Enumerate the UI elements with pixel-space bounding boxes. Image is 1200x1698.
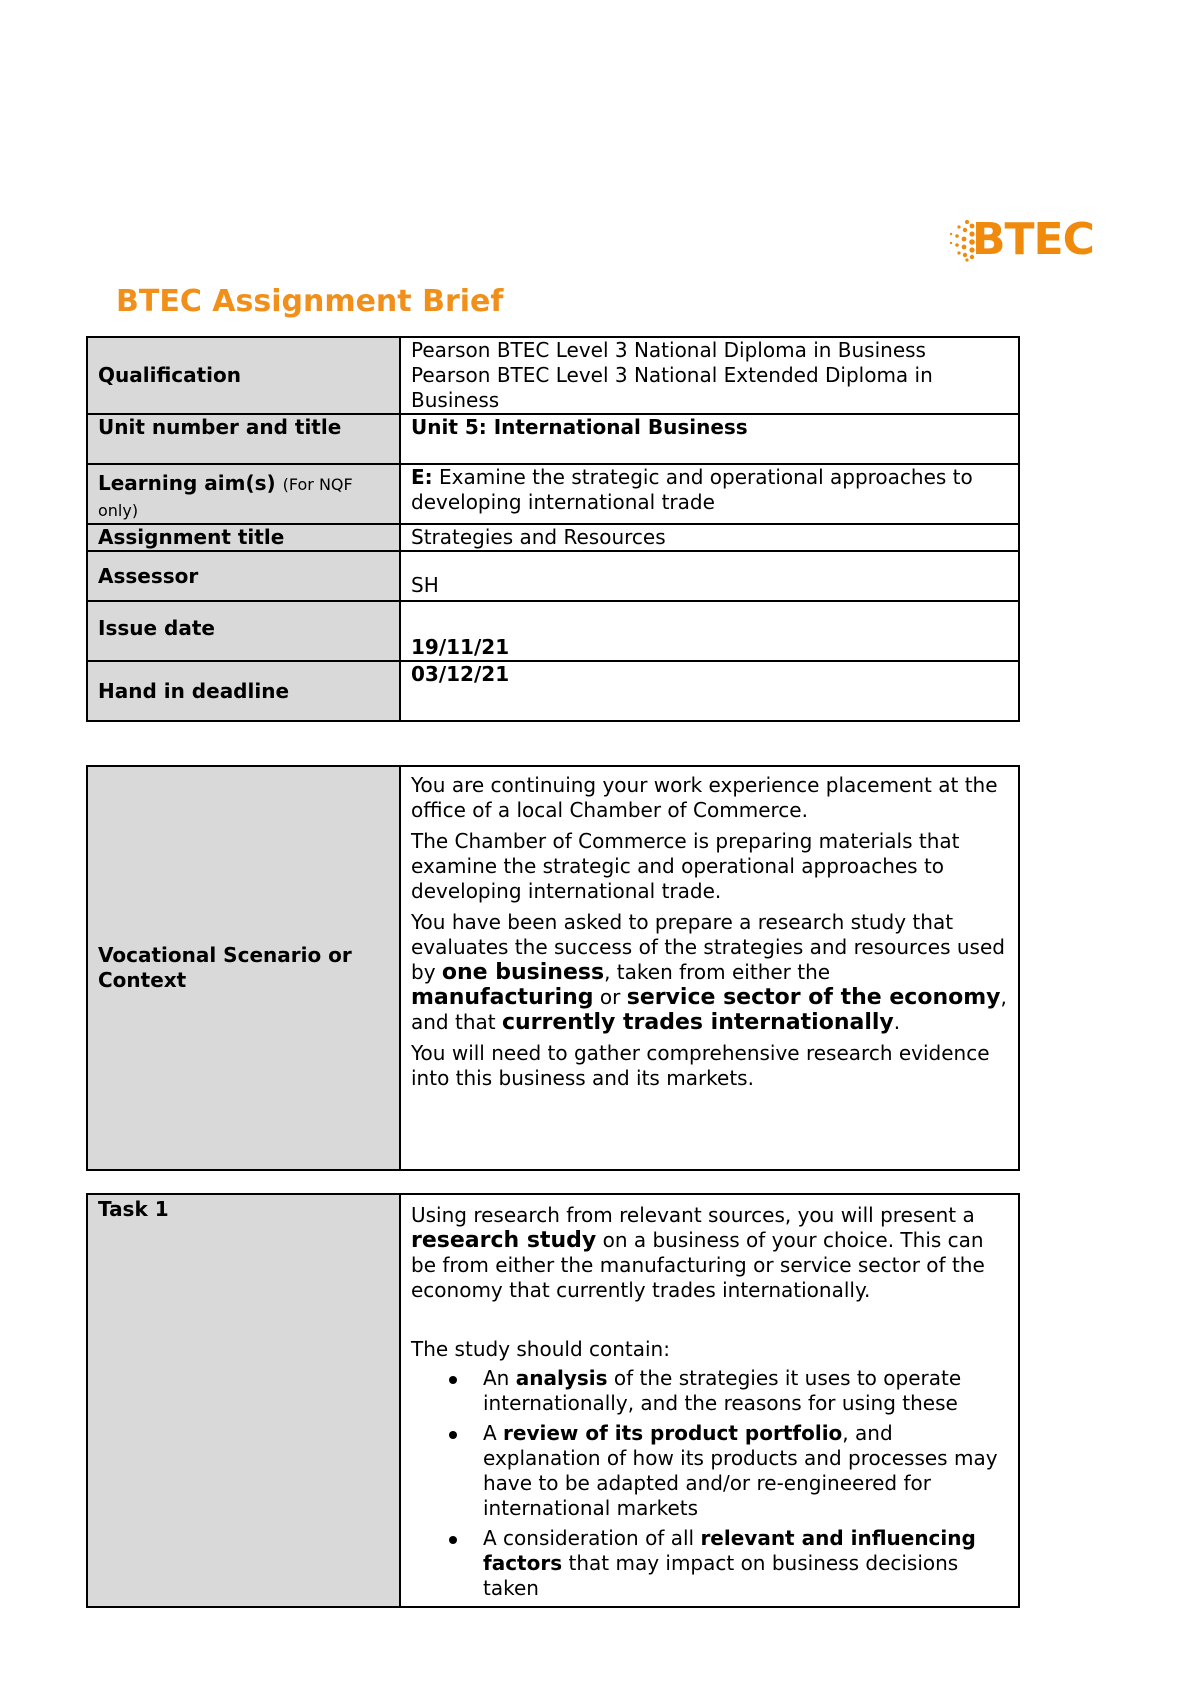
task-table — [86, 1193, 1020, 1608]
emphasis: one business — [441, 960, 605, 985]
table-row — [87, 1194, 1019, 1607]
qualification-line: Pearson BTEC Level 3 National Extended Diploma in Business — [411, 363, 933, 412]
qualification-label: Qualification — [87, 337, 400, 414]
aim-label: Learning aim(s) — [98, 471, 276, 495]
table-row — [87, 766, 1019, 1170]
btec-logo — [945, 212, 1095, 272]
scenario-paragraph — [411, 910, 1008, 1035]
task-intro — [411, 1203, 1008, 1303]
text-run: or — [593, 985, 627, 1009]
details-table — [86, 336, 1020, 722]
assignment-label: Assignment title — [87, 524, 400, 551]
table-row — [87, 601, 1019, 661]
text-run: Using research from relevant sources, you will present a — [411, 1203, 975, 1227]
table-row — [87, 464, 1019, 524]
text-run: A consideration of all — [483, 1526, 701, 1550]
scenario-table — [86, 765, 1020, 1171]
text-run: An — [483, 1366, 516, 1390]
emphasis: service sector of the economy — [626, 985, 1001, 1010]
list-item — [483, 1421, 1008, 1521]
logo-wordmark: BTEC — [972, 214, 1094, 265]
emphasis: currently trades internationally — [501, 1010, 894, 1035]
table-row — [87, 414, 1019, 464]
qualification-value — [400, 337, 1019, 414]
task-label: Task 1 — [87, 1194, 400, 1607]
assessor-value: SH — [400, 551, 1019, 601]
deadline-value: 03/12/21 — [400, 661, 1019, 721]
table-row — [87, 551, 1019, 601]
logo-dots-icon — [945, 218, 975, 262]
deadline-label: Hand in deadline — [87, 661, 400, 721]
list-item — [483, 1526, 1008, 1601]
unit-label: Unit number and title — [87, 414, 400, 464]
qualification-line: Pearson BTEC Level 3 National Diploma in Business — [411, 338, 926, 362]
scenario-label: Vocational Scenario or Context — [87, 766, 400, 1170]
aim-text: Examine the strategic and operational approaches to developing international trade — [411, 465, 973, 514]
issue-date-value: 19/11/21 — [400, 601, 1019, 661]
text-run: of the strategies it uses to operate internationally, and the reasons for using these — [483, 1366, 962, 1415]
text-run: You have been asked to prepare a research study that evaluates the success of the strategies and resources used by — [411, 910, 1005, 984]
task-bullet-list — [411, 1366, 1008, 1601]
aim-code: E: — [411, 465, 433, 489]
text-run: that may impact on business decisions taken — [483, 1551, 959, 1600]
text-run: on a business of your choice. This can be from either the manufacturing or service sector of the economy that currently trades internationally. — [411, 1228, 985, 1302]
table-row — [87, 337, 1019, 414]
aim-label-cell — [87, 464, 400, 524]
emphasis: review of its product portfolio — [503, 1421, 843, 1445]
text-run: , taken from either the — [604, 960, 831, 984]
scenario-paragraph: You will need to gather comprehensive research evidence into this business and its markets. — [411, 1041, 990, 1090]
table-row — [87, 524, 1019, 551]
task-contains: The study should contain: — [411, 1337, 670, 1361]
assessor-label: Assessor — [87, 551, 400, 601]
text-run: , and that — [411, 985, 1007, 1034]
task-text — [400, 1194, 1019, 1607]
scenario-paragraph: You are continuing your work experience placement at the office of a local Chamber of Commerce. — [411, 773, 998, 822]
page-title: BTEC Assignment Brief — [116, 284, 504, 319]
emphasis: research study — [411, 1228, 597, 1253]
assignment-value: Strategies and Resources — [400, 524, 1019, 551]
emphasis: relevant and influencing factors — [483, 1526, 976, 1575]
text-run: , and explanation of how its products and processes may have to be adapted and/or re-engineered for international markets — [483, 1421, 998, 1520]
text-run: A — [483, 1421, 504, 1445]
table-row — [87, 661, 1019, 721]
scenario-text — [400, 766, 1019, 1170]
unit-value: Unit 5: International Business — [400, 414, 1019, 464]
list-item — [483, 1366, 1008, 1416]
aim-note: (For NQF only) — [98, 475, 353, 520]
emphasis: manufacturing — [411, 985, 594, 1010]
emphasis: analysis — [515, 1366, 608, 1390]
issue-date-label: Issue date — [87, 601, 400, 661]
scenario-paragraph: The Chamber of Commerce is preparing materials that examine the strategic and operational approaches to developing international trade. — [411, 829, 960, 903]
text-run: . — [893, 1010, 901, 1034]
aim-value — [400, 464, 1019, 524]
